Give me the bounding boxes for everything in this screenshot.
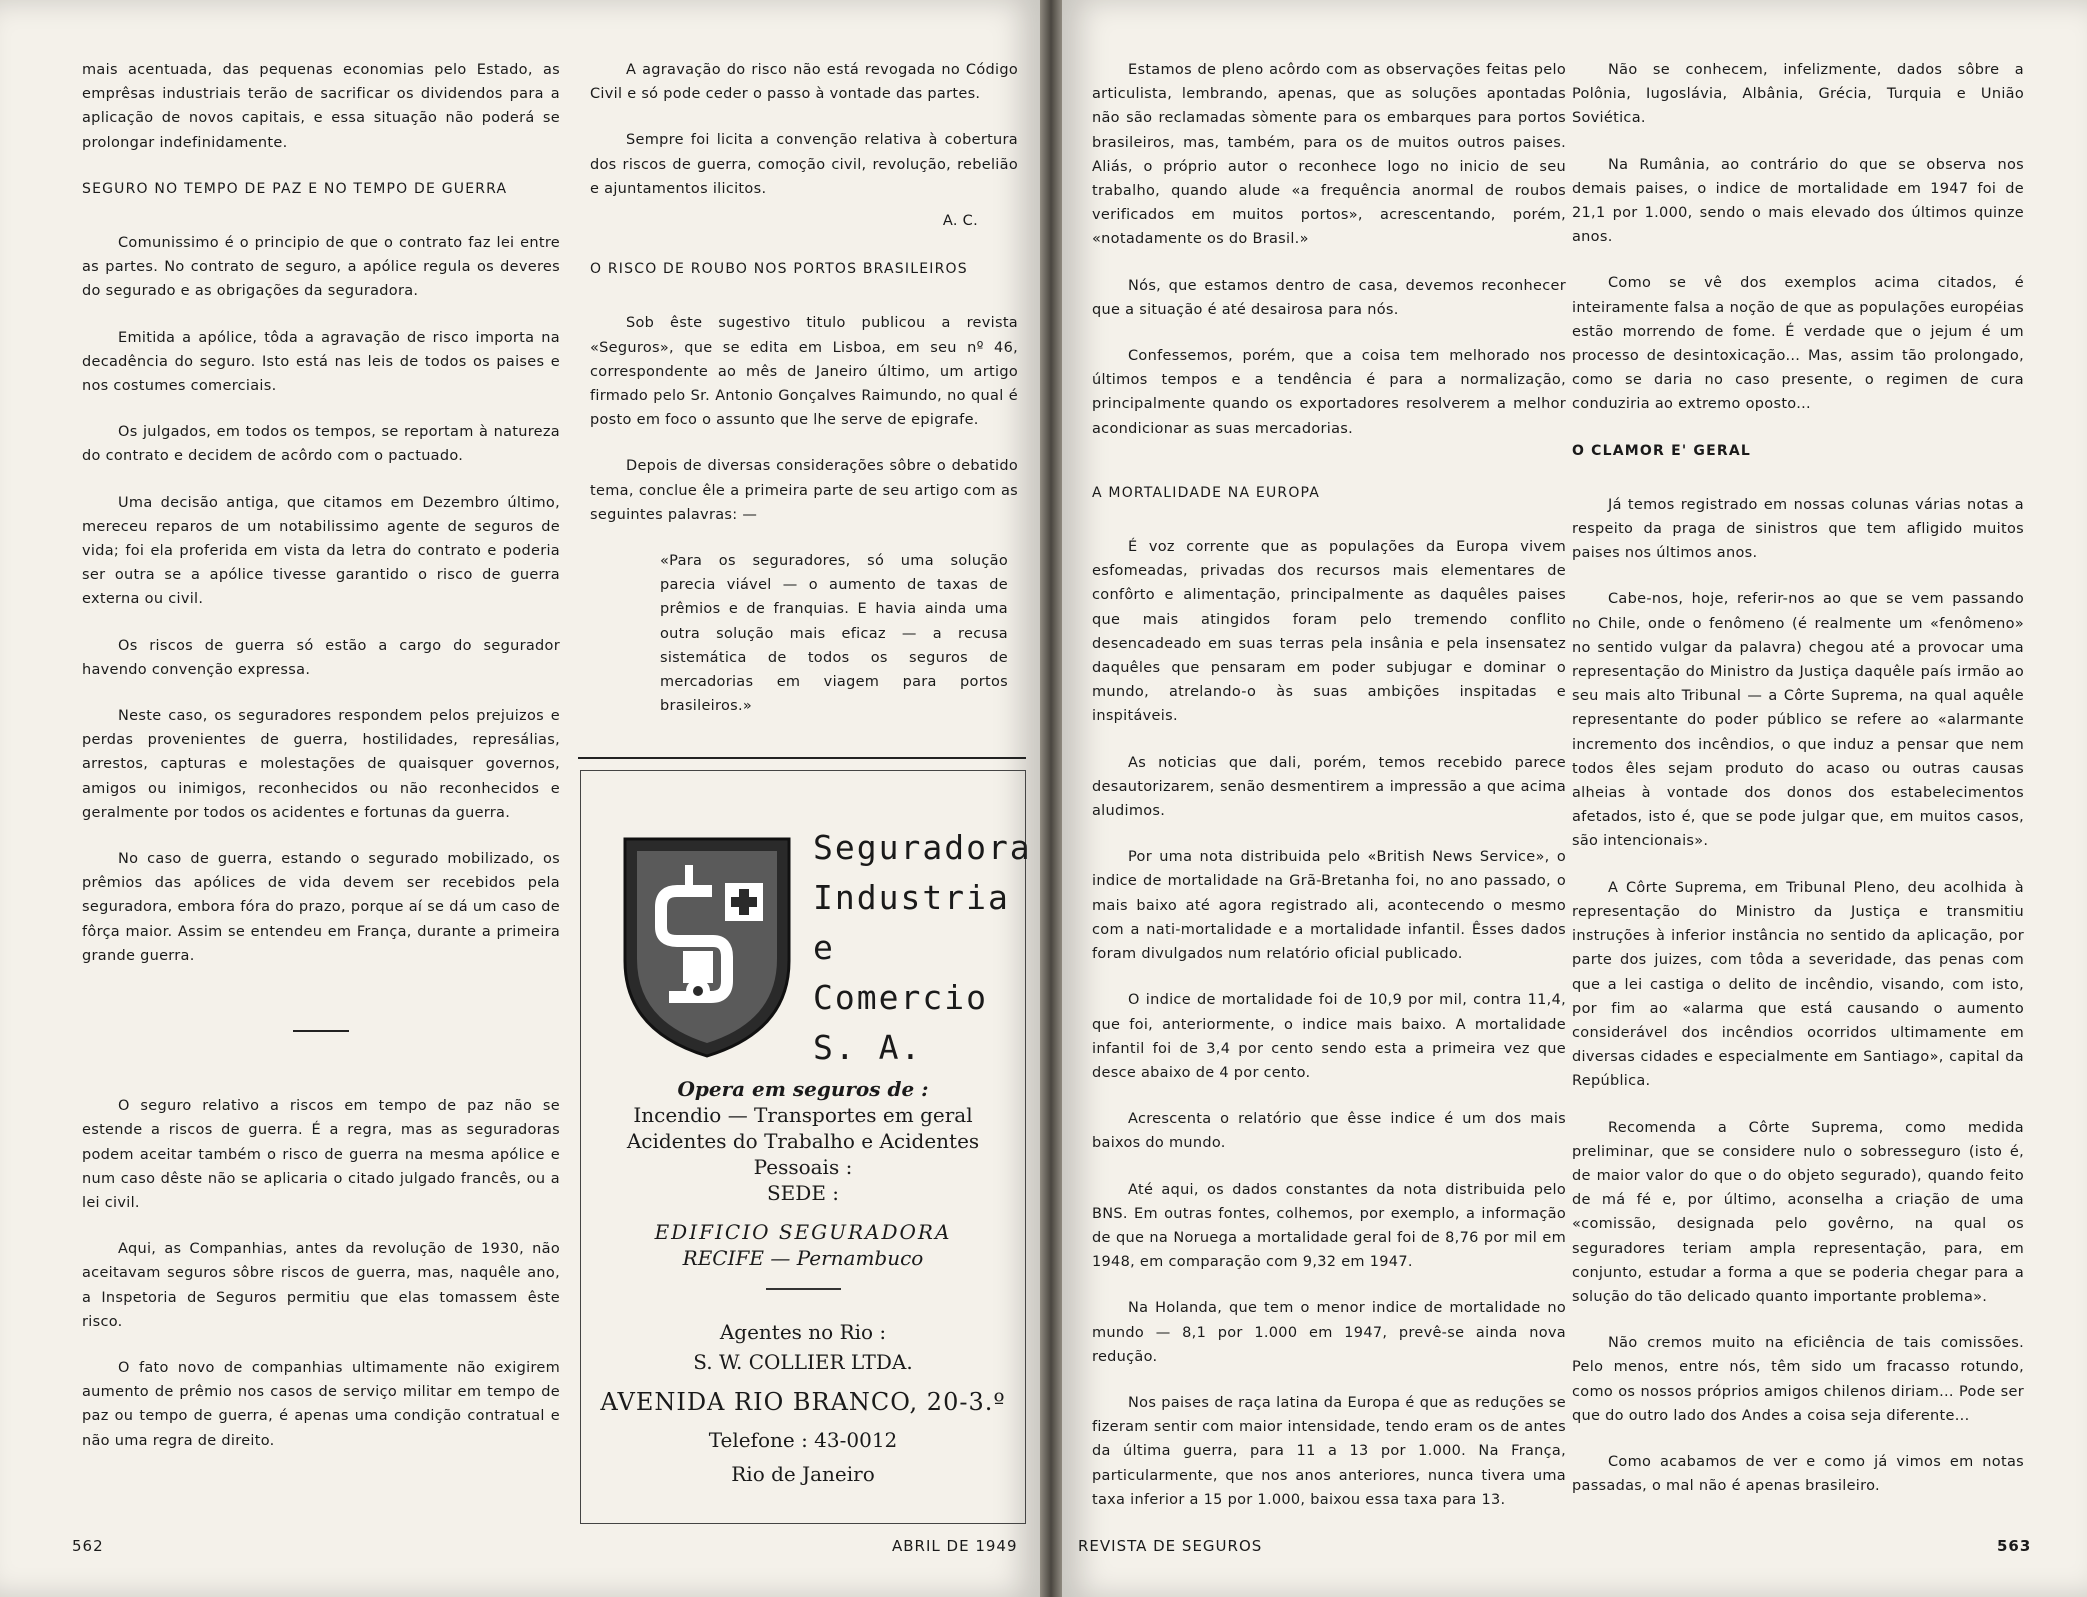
paragraph: Até aqui, os dados constantes da nota distribuida pelo BNS. Em outras fontes, colhemos, por exemplo, a informação de que na Noruega a mortalidade geral foi de 8,76 por mil em 1948, em comparação com 9,32 em 1947. [1092, 1181, 1566, 1271]
paragraph: As noticias que dali, porém, temos recebido parece desautorizarem, senão desmentirem a impressão a que acima aludimos. [1092, 754, 1566, 820]
right-column-1 [1092, 58, 1566, 1534]
company-name-line: S. A. [813, 1028, 923, 1067]
paragraph: Nós, que estamos dentro de casa, devemos reconhecer que a situação é até desairosa para nós. [1092, 277, 1566, 318]
paragraph: Comunissimo é o principio de que o contrato faz lei entre as partes. No contrato de seguro, a apólice regula os deveres do segurado e as obrigações da seguradora. [82, 235, 560, 300]
paragraph: O indice de mortalidade foi de 10,9 por mil, contra 11,4, que foi, anteriormente, o indice mais baixo. A mortalidade infantil foi de 3,4 por cento sendo esta a primeira vez que desce abaixo de 4 por cento. [1092, 992, 1566, 1081]
section-heading-port-theft: O RISCO DE ROUBO NOS PORTOS BRASILEIROS [590, 261, 968, 278]
paragraph: Por uma nota distribuida pelo «British News Service», o indice de mortalidade na Grã-Bretanha foi, no ano passado, o mais baixo até agora registrado ali, acontecendo o mesmo com a nati-mortalidade e a mortalidade infantil. Êsses dados foram divulgados num relatório oficial publicado. [1092, 849, 1566, 963]
paragraph: Como acabamos de ver e como já vimos em notas passadas, o mal não é apenas brasileiro. [1572, 1453, 2024, 1495]
paragraph: Não cremos muito na eficiência de tais comissões. Pelo menos, entre nós, têm sido um fracasso rotundo, como os nossos próprios amigos chilenos diriam... Pode ser que do outro lado dos Andes a coisa seja diferente... [1572, 1335, 2024, 1424]
right-page [1062, 0, 2087, 1597]
paragraph: Na Holanda, que tem o menor indice de mortalidade no mundo — 8,1 por 1.000 em 1947, prevê-se ainda nova redução. [1092, 1300, 1566, 1365]
company-name [813, 823, 1032, 1073]
section-heading-war-insurance: SEGURO NO TEMPO DE PAZ E NO TEMPO DE GUERRA [82, 180, 508, 197]
ad-city-rio: Rio de Janeiro [731, 1462, 875, 1486]
ad-address: AVENIDA RIO BRANCO, 20-3.º [600, 1388, 1006, 1416]
paragraph: Depois de diversas considerações sôbre o debatido tema, conclue êle a primeira parte de seu artigo com as seguintes palavras: — [590, 458, 1018, 523]
paragraph: Emitida a apólice, tôda a agravação de risco importa na decadência do seguro. Isto está nas leis de todos os paises e nos costumes comerciais. [82, 329, 560, 395]
section-heading-clamor: O CLAMOR E' GERAL [1572, 442, 1752, 459]
section-heading-mortality: A MORTALIDADE NA EUROPA [1092, 484, 1321, 501]
left-page [0, 0, 1040, 1597]
page-number-right: 563 [1997, 1537, 2032, 1555]
paragraph: Como se vê dos exemplos acima citados, é inteiramente falsa a noção de que as populações européias estão morrendo de fome. É verdade que o jejum é um processo de desintoxicação... Mas, assim tão prolongado, como se daria no caso presente, o regimen de cura conduziria ao extremo oposto... [1572, 275, 2024, 413]
quote-text: «Para os seguradores, só uma solução parecia viável — o aumento de taxas de prêmios e de franquias. E havia ainda uma outra solução mais eficaz — a recusa sistemática de todos os seguros de mercadorias em viagem para portos brasileiros.» [660, 553, 1008, 715]
ad-building: EDIFICIO SEGURADORA [654, 1220, 952, 1244]
section-divider [293, 1030, 349, 1032]
paragraph: É voz corrente que as populações da Europa vivem esfomeadas, privadas dos recursos mais elementares de confôrto e alimentação, principalmente as daquêles paises que mais atingidos foram pelo tremendo conflito desencadeado em suas terras pela insânia e pela insensatez daquêles que pensaram em poder subjugar e dominar o mundo, atrelando-o às suas ambições inspitadas e inspitáveis. [1092, 539, 1566, 725]
paragraph: No caso de guerra, estando o segurado mobilizado, os prêmios das apólices de vida devem ser recebidos pela seguradora, embora fóra do prazo, porque aí se dá um caso de fôrça maior. Assim se entendeu em França, durante a primeira grande guerra. [82, 851, 560, 964]
paragraph: Sempre foi licita a convenção relativa à cobertura dos riscos de guerra, comoção civil, revolução, rebelião e ajuntamentos ilicitos. [590, 132, 1018, 197]
block-quote [660, 549, 1008, 718]
paragraph: O fato novo de companhias ultimamente não exigirem aumento de prêmio nos casos de serviço militar em tempo de paz ou tempo de guerra, é apenas uma condição contratual e não uma regra de direito. [82, 1359, 560, 1449]
paragraph: Estamos de pleno acôrdo com as observações feitas pelo articulista, lembrando, apenas, que as soluções apontadas não são reclamadas sòmente para os embarques para portos brasileiros, mas, também, para os de muitos outros paises. Aliás, o próprio autor o reconhece logo no inicio de seu trabalho, quando alude «a frequência anormal de roubos verificados em muitos portos», acrescentando, porém, «notadamente os do Brasil.» [1092, 62, 1566, 248]
paragraph: Nos paises de raça latina da Europa é que as reduções se fizeram sentir com maior intensidade, tendo eram os de antes da última guerra, para 11 a 13 por 1.000. Na França, particularmente, que nos anos anteriores, nunca tivera uma taxa inferior a 15 por 1.000, baixou essa taxa para 13. [1092, 1394, 1566, 1508]
paragraph: Recomenda a Côrte Suprema, como medida preliminar, que se considere nulo o sobresseguro (isto é, de maior valor do que o do objeto segurado), quando feito de má fé e, por último, aconselha a criação de uma «comissão, designada pelo govêrno, na qual os seguradores teriam ampla representação, para, em conjunto, estudar a forma a que se poderia chegar para a solução do tão delicado quanto importante problema». [1572, 1119, 2024, 1305]
author-signature: A. C. [942, 213, 978, 230]
ad-line: Pessoais : [753, 1155, 853, 1179]
ad-line: Acidentes do Trabalho e Acidentes [626, 1129, 980, 1153]
ad-agents-label: Agentes no Rio : [719, 1320, 887, 1344]
ad-sede-label: SEDE : [766, 1181, 840, 1205]
ad-city-recife: RECIFE — Pernambuco [682, 1246, 924, 1270]
journal-name: REVISTA DE SEGUROS [1078, 1537, 1263, 1555]
paragraph: Aqui, as Companhias, antes da revolução de 1930, não aceitavam seguros sôbre riscos de guerra, mas, naquêle ano, a Inspetoria de Seguros permitiu que elas tomassem êste risco. [82, 1241, 560, 1330]
issue-date: ABRIL DE 1949 [892, 1537, 1018, 1555]
ad-line: Incendio — Transportes em geral [633, 1103, 973, 1127]
paragraph: A Côrte Suprema, em Tribunal Pleno, deu acolhida à representação do Ministro da Justiça e transmitiu instruções à inferior instância no sentido da aplicação, por parte dos juizes, com tôda a severidade, das penas com que a lei castiga o delito de incêndio, visando, com isto, por fim ao «alarma que está causando o aumento considerável dos incêndios ocorridos ultimamente em diversas cidades e especialmente em Santiago», capital da República. [1572, 879, 2024, 1090]
paragraph: Os riscos de guerra só estão a cargo do segurador havendo convenção expressa. [82, 637, 560, 678]
page-number-left: 562 [72, 1537, 104, 1555]
paragraph: Confessemos, porém, que a coisa tem melhorado nos últimos tempos e a tendência é para a normalização, principalmente quando os exportadores resolverem a melhor acondicionar as suas mercadorias. [1092, 348, 1566, 437]
paragraph: Sob êste sugestivo titulo publicou a revista «Seguros», que se edita em Lisboa, em seu nº 46, correspondente ao mês de Janeiro último, um artigo firmado pelo Sr. Antonio Gonçalves Raimundo, no qual é posto em foco o assunto que lhe serve de epigrafe. [590, 315, 1018, 429]
advertisement [580, 770, 1032, 1524]
ad-agent-name: S. W. COLLIER LTDA. [693, 1350, 913, 1374]
paragraph: Cabe-nos, hoje, referir-nos ao que se vem passando no Chile, onde o fenômeno (é realmente um «fenômeno» no sentido vulgar da palavra) chegou até a provocar uma representação do Ministro da Justiça daquêle país irmão ao seu mais alto Tribunal — a Côrte Suprema, na qual aquêle representante do poder público se refere ao «alarmante incremento dos incêndios, o que induz a pensar que nem todos êles sejam produto do acaso ou outras causas alheias à vontade dos donos dos estabelecimentos afetados, isto é, que se pode julgar que, em muitos casos, são intencionais». [1572, 591, 2024, 850]
advertisement-top-rule [578, 757, 1026, 759]
book-gutter [1040, 0, 1062, 1597]
left-column-2 [590, 58, 1018, 740]
left-column-1 [82, 58, 560, 1475]
paragraph: O seguro relativo a riscos em tempo de paz não se estende a riscos de guerra. É a regra, mas as seguradoras podem aceitar também o risco de guerra na mesma apólice e num caso dêste não se aplicaria o citado julgado francês, ou a lei civil. [82, 1098, 560, 1211]
paragraph: A agravação do risco não está revogada no Código Civil e só pode ceder o passo à vontade das partes. [590, 62, 1018, 103]
paragraph: Uma decisão antiga, que citamos em Dezembro último, mereceu reparos de um notabilissimo agente de seguros de vida; foi ela proferida em vista da letra do contrato e poderia ser outra se a apólice tivesse garantido o risco de guerra externa ou civil. [82, 494, 560, 608]
paragraph: Na Rumânia, ao contrário do que se observa nos demais paises, o indice de mortalidade em 1947 foi de 21,1 por 1.000, sendo o mais elevado dos últimos quinze anos. [1572, 156, 2024, 246]
paragraph: mais acentuada, das pequenas economias pelo Estado, as emprêsas industriais terão de sacrificar os dividendos para a aplicação de novos capitais, e essa situação não poderá se prolongar indefinidamente. [82, 62, 560, 151]
paragraph: Já temos registrado em nossas colunas várias notas a respeito da praga de sinistros que tem afligido muitos paises nos últimos anos. [1572, 496, 2024, 562]
paragraph: Os julgados, em todos os tempos, se reportam à natureza do contrato e decidem de acôrdo com o pactuado. [82, 424, 560, 465]
shield-logo-icon [617, 831, 797, 1061]
ad-divider [766, 1288, 841, 1290]
company-name-line: e Comercio [813, 928, 988, 1017]
paragraph: Neste caso, os seguradores respondem pelos prejuizos e perdas provenientes de guerra, hostilidades, represálias, arrestos, capturas e molestações de quaisquer governos, amigos ou inimigos, reconhecidos ou não reconhecidos e geralmente por todos os acidentes e fortunas da guerra. [82, 708, 560, 821]
ad-phone: Telefone : 43-0012 [708, 1428, 898, 1452]
company-name-line: Seguradora [813, 828, 1032, 867]
ad-operations-heading: Opera em seguros de : [677, 1077, 929, 1101]
company-name-line: Industria [813, 878, 1010, 917]
right-column-2 [1572, 58, 2024, 1520]
paragraph: Não se conhecem, infelizmente, dados sôbre a Polônia, Iugoslávia, Albânia, Grécia, Turquia e União Soviética. [1572, 62, 2024, 127]
paragraph: Acrescenta o relatório que êsse indice é um dos mais baixos do mundo. [1092, 1111, 1566, 1152]
